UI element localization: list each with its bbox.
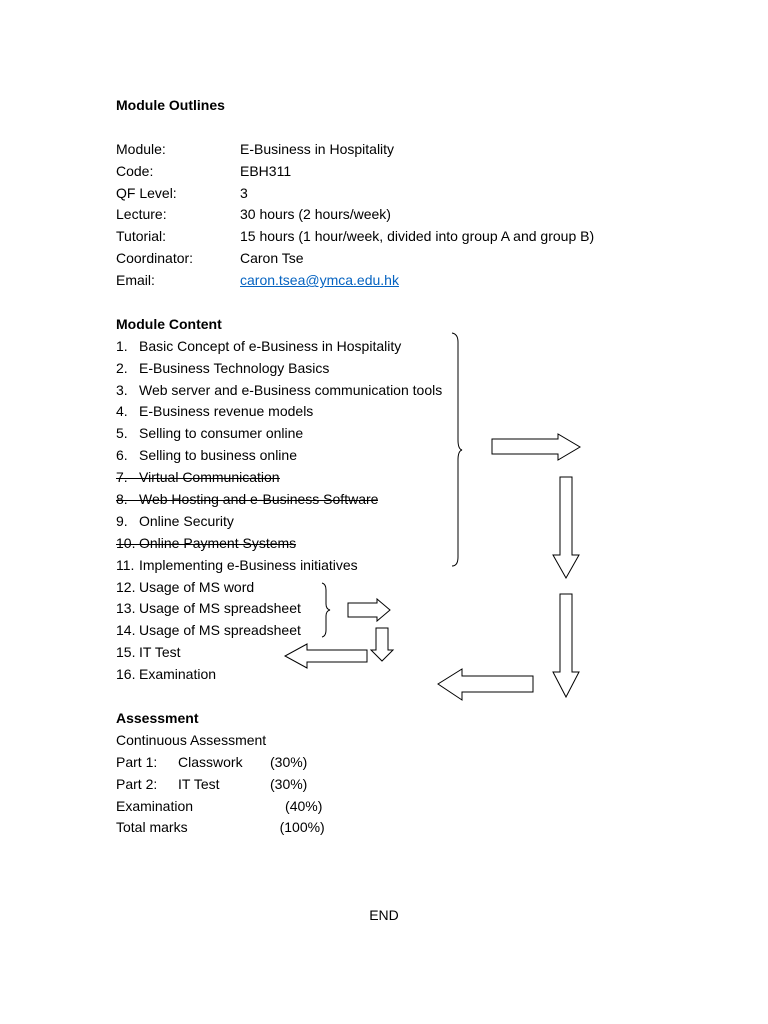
list-item-line [116,358,329,380]
detail-row-lecture [116,204,652,226]
list-item-text: Online Security [139,512,234,529]
list-item [116,555,652,577]
assessment [116,708,652,839]
list-item-line [116,336,401,358]
module-content-heading: Module Content [116,315,222,332]
list-item-text: Basic Concept of e-Business in Hospitality [139,337,402,354]
assessment-row [116,752,652,774]
list-item-number: 3. [116,381,128,398]
list-item-line [116,401,313,423]
list-item-text: Online Payment Systems [139,534,297,551]
assessment-label: Part 1: [116,753,158,770]
list-item-number: 4. [116,403,128,420]
list-item-number: 16. [116,666,136,683]
assessment-item: Classwork [178,753,243,770]
list-item-line [116,620,301,642]
assessment-weight: (30%) [270,775,308,792]
list-item-text: E-Business revenue models [139,403,314,420]
list-item-number: 14. [116,622,136,639]
detail-row-module [116,139,652,161]
list-item-text: Implementing e-Business initiatives [139,556,358,573]
assessment-item [188,817,280,839]
detail-row-qf-level [116,183,652,205]
assessment-row [116,796,652,818]
detail-label: Coordinator: [116,250,194,267]
list-item-number: 13. [116,600,136,617]
list-item-text: Examination [139,666,217,683]
list-item-text: Usage of MS word [139,578,255,595]
list-item-line [116,664,216,686]
list-item-line [116,555,358,577]
list-item-text: Virtual Communication [139,469,280,486]
list-item [116,358,652,380]
detail-value: Caron Tse [240,250,304,267]
assessment-weight: (30%) [270,753,308,770]
detail-label: QF Level: [116,184,177,201]
list-item [116,423,652,445]
list-item-number: 2. [116,359,128,376]
list-item-number: 1. [116,337,128,354]
list-item [116,489,652,511]
list-item-line [116,423,303,445]
detail-label: Lecture: [116,206,167,223]
list-item-line [116,511,234,533]
list-item-text: Web Hosting and e-Business Software [139,491,379,508]
list-item-text: Usage of MS spreadsheet [139,600,301,617]
detail-value: 30 hours (2 hours/week) [240,206,391,223]
assessment-row [116,774,652,796]
list-item [116,401,652,423]
list-item-number: 7. [116,469,128,486]
list-item [116,336,652,358]
assessment-weight: (40%) [285,797,323,814]
detail-value: EBH311 [240,162,292,179]
detail-row-email [116,270,652,292]
list-item-number: 15. [116,644,136,661]
list-item-line [116,642,181,664]
list-item-text: Selling to consumer online [139,425,304,442]
list-item-line [116,533,296,555]
assessment-item: IT Test [178,775,220,792]
list-item [116,598,652,620]
assessment-item [193,796,285,818]
assessment-heading: Assessment [116,709,199,726]
list-item [116,620,652,642]
assessment-weight: (100%) [279,819,325,836]
detail-value: 15 hours (1 hour/week, divided into group A and group B) [240,228,595,245]
list-item [116,533,652,555]
list-item-number: 6. [116,447,128,464]
detail-value: 3 [240,184,248,201]
list-item-line [116,380,442,402]
list-item-number: 5. [116,425,128,442]
page-title: Module Outlines [116,97,225,113]
list-item-text: E-Business Technology Basics [139,359,330,376]
detail-row-coordinator [116,248,652,270]
email-link[interactable]: caron.tsea@ymca.edu.hk [240,272,399,289]
list-item-line [116,445,297,467]
list-item-line [116,489,378,511]
list-item [116,577,652,599]
detail-row-tutorial [116,226,652,248]
list-item-text: Usage of MS spreadsheet [139,622,301,639]
list-item-text: Web server and e-Business communication tools [139,381,443,398]
list-item-text: IT Test [139,644,181,661]
list-item [116,467,652,489]
list-item-line [116,598,301,620]
detail-label: Code: [116,162,154,179]
assessment-label: Part 2: [116,775,158,792]
list-item-number: 11. [116,556,135,573]
list-item-line [116,467,280,489]
detail-label: Tutorial: [116,228,167,245]
list-item [116,642,652,664]
detail-label: Email: [116,272,155,289]
list-item [116,445,652,467]
end-marker: END [369,906,399,923]
assessment-label: Examination [116,797,194,814]
list-item [116,511,652,533]
list-item-number: 10. [116,534,136,551]
list-item-number: 12. [116,578,136,595]
detail-label: Module: [116,140,166,157]
document-body [116,95,652,927]
list-item [116,380,652,402]
module-content [116,314,652,686]
list-item [116,664,652,686]
list-item-number: 8. [116,491,128,508]
assessment-subheading: Continuous Assessment [116,731,267,748]
detail-value: E-Business in Hospitality [240,140,395,157]
assessment-row [116,817,652,839]
detail-row-code [116,161,652,183]
list-item-text: Selling to business online [139,447,297,464]
module-details [116,139,652,292]
list-item-number: 9. [116,512,128,529]
list-item-line [116,577,254,599]
assessment-label: Total marks [116,819,188,836]
